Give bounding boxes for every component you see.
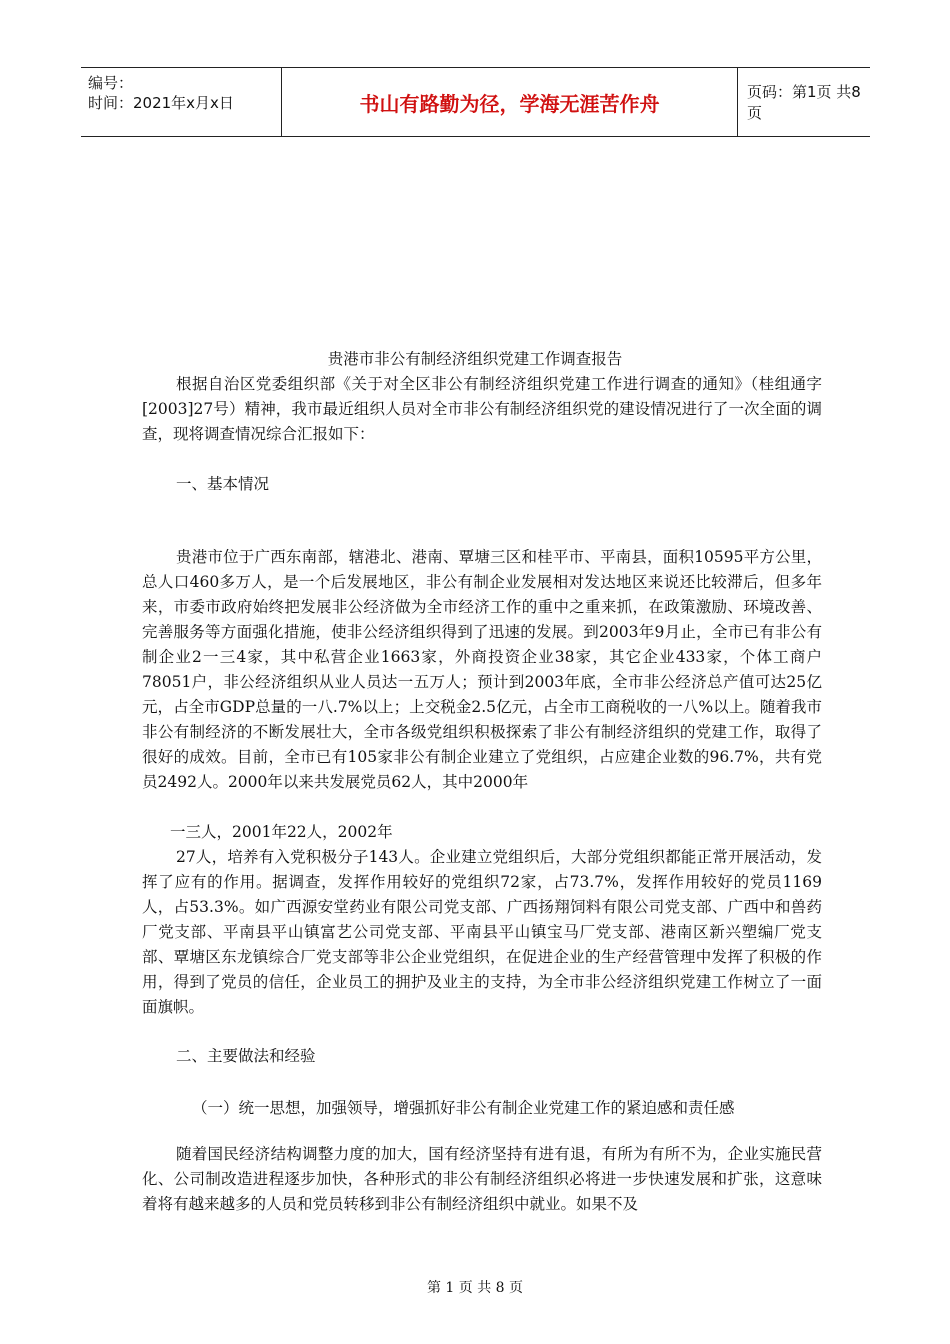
basic-info-paragraph-3 [142,845,822,1020]
report-title: 贵港市非公有制经济组织党建工作调查报告 [327,350,623,368]
basic-info-paragraph-2 [142,820,822,845]
basic-info-text: 贵港市位于广西东南部，辖港北、港南、覃塘三区和桂平市、平南县，面积10595平方公里，总人口460多万人，是一个后发展地区，非公有制企业发展相对发达地区来说还比较滞后，但多年来，市委市政府始终把发展非公经济做为全市经济工作的重中之重来抓，在政策激励、环境改善、完善服务等方面强化措施，使非公经济组织得到了迅速的发展。到2003年9月止，全市已有非公有制企业2一三4家，其中私营企业1663家，外商投资企业38家，其它企业433家，个体工商户78051户，非公经济组织从业人员达一五万人；预计到2003年底，全市非公经济总产值可达25亿元，占全市GDP总量的一八.7%以上；上交税金2.5亿元，占全市工商税收的一八%以上。随着我市非公有制经济的不断发展壮大，全市各级党组织积极探索了非公有制经济组织的党建工作，取得了很好的成效。目前，全市已有105家非公有制企业建立了党组织，占应建企业数的96.7%，共有党员2492人。2000年以来共发展党员62人，其中2000年 [142,548,822,791]
motto: 书山有路勤为径，学海无涯苦作舟 [281,68,738,136]
subsection-1-title: （一）统一思想，加强领导，增强抓好非公有制企业党建工作的紧迫感和责任感 [192,1099,735,1117]
section-1-title: 一、基本情况 [176,475,270,493]
section-heading-1 [142,472,822,497]
number-label: 编号： [88,74,134,92]
section-heading-2 [142,1044,822,1069]
basic-info-text-3: 27人，培养有入党积极分子143人。企业建立党组织后，大部分党组织都能正常开展活动，发挥了应有的作用。据调查，发挥作用较好的党组织72家，占73.7%，发挥作用较好的党员1169人，占53.3%。如广西源安堂药业有限公司党支部、广西扬翔饲料有限公司党支部、广西中和兽药厂党支部、平南县平山镇富艺公司党支部、平南县平山镇宝马厂党支部、港南区新兴塑编厂党支部、覃塘区东龙镇综合厂党支部等非公企业党组织，在促进企业的生产经营管理中发挥了积极的作用，得到了党员的信任，企业员工的拥护及业主的支持，为全市非公经济组织党建工作树立了一面面旗帜。 [142,848,822,1016]
intro-paragraph [142,372,822,447]
header-left-cell [81,68,281,136]
basic-info-paragraph [142,545,822,795]
intro-text: 根据自治区党委组织部《关于对全区非公有制经济组织党建工作进行调查的通知》（桂组通字[2003]27号）精神，我市最近组织人员对全市非公有制经济组织党的建设情况进行了一次全面的调查，现将调查情况综合汇报如下： [142,375,822,443]
basic-info-text-2: 一三人，2001年22人，2002年 [170,823,393,841]
document-header [81,67,870,137]
time-label: 时间：2021年x月x日 [88,94,234,112]
subsection-paragraph [142,1142,822,1217]
page-label: 页码：第1页 共8页 [747,83,861,122]
section-2-title: 二、主要做法和经验 [176,1047,316,1065]
subsection-heading-1 [142,1096,822,1121]
page-footer: 第 1 页 共 8 页 [426,1280,524,1296]
subsection-text: 随着国民经济结构调整力度的加大，国有经济坚持有进有退，有所为有所不为，企业实施民营化、公司制改造进程逐步加快，各种形式的非公有制经济组织必将进一步快速发展和扩张，这意味着将有越来越多的人员和党员转移到非公有制经济组织中就业。如果不及 [142,1145,822,1213]
